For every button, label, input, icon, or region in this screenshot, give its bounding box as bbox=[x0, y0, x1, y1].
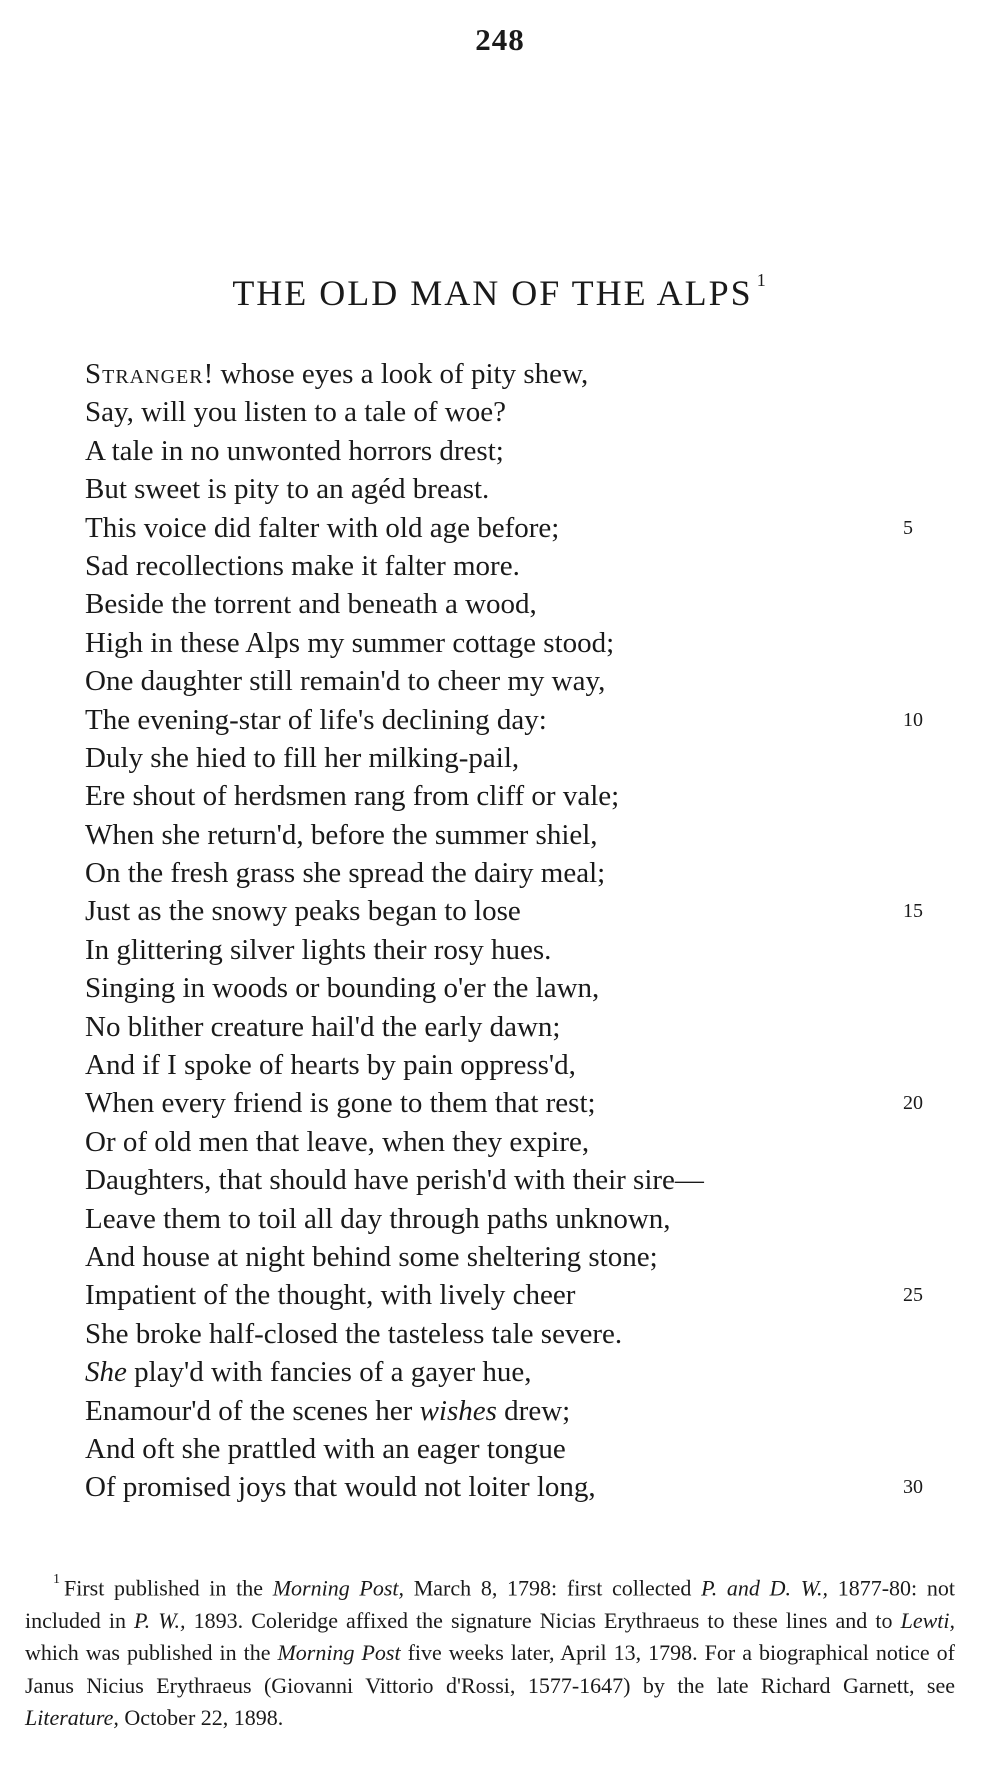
poem-line-text: High in these Alps my summer cottage stood; bbox=[85, 626, 615, 659]
line-number: 10 bbox=[903, 708, 923, 731]
title-footnote-marker: 1 bbox=[756, 270, 768, 290]
poem-line bbox=[85, 701, 945, 739]
footnote-marker: 1 bbox=[53, 1572, 60, 1587]
poem-line bbox=[85, 355, 945, 393]
poem-line-text: A tale in no unwonted horrors drest; bbox=[85, 434, 504, 467]
poem-line-text: This voice did falter with old age before; bbox=[85, 511, 560, 544]
line-number: 30 bbox=[903, 1476, 923, 1499]
poem-line bbox=[85, 1008, 945, 1046]
poem-line-text: Just as the snowy peaks began to lose bbox=[85, 895, 521, 928]
poem-line-text: Or of old men that leave, when they expire, bbox=[85, 1125, 590, 1158]
poem-line bbox=[85, 662, 945, 700]
poem-line-text: Stranger! whose eyes a look of pity shew, bbox=[85, 358, 589, 390]
poem-line-text: In glittering silver lights their rosy hues. bbox=[85, 933, 552, 966]
line-number: 15 bbox=[903, 900, 923, 923]
poem-line bbox=[85, 624, 945, 662]
poem-title-text: THE OLD MAN OF THE ALPS bbox=[232, 273, 753, 313]
poem-line-text: No blither creature hail'd the early dawn; bbox=[85, 1010, 561, 1043]
line-number: 25 bbox=[903, 1284, 923, 1307]
poem-line-text: On the fresh grass she spread the dairy meal; bbox=[85, 857, 606, 890]
poem-line bbox=[85, 585, 945, 623]
poem-line bbox=[85, 432, 945, 470]
poem-line bbox=[85, 393, 945, 431]
poem-line-text: And if I spoke of hearts by pain oppress'd, bbox=[85, 1049, 576, 1082]
poem-line-text: When every friend is gone to them that rest; bbox=[85, 1087, 596, 1120]
poem-line-text: Leave them to toil all day through paths unknown, bbox=[85, 1202, 671, 1235]
poem-line-text: But sweet is pity to an agéd breast. bbox=[85, 473, 490, 506]
poem-line-text: Say, will you listen to a tale of woe? bbox=[85, 396, 506, 429]
footnote-italic: Morning Post, bbox=[272, 1575, 405, 1601]
poem-line-text: The evening-star of life's declining day: bbox=[85, 703, 547, 736]
poem-line bbox=[85, 739, 945, 777]
footnote-italic: Literature, bbox=[25, 1705, 119, 1731]
poem-line-text: Singing in woods or bounding o'er the lawn, bbox=[85, 972, 600, 1005]
poem-line bbox=[85, 547, 945, 585]
line-number: 20 bbox=[903, 1092, 923, 1115]
poem-line-text: Ere shout of herdsmen rang from cliff or vale; bbox=[85, 780, 620, 813]
drop-word: Stranger bbox=[85, 358, 204, 390]
poem-line bbox=[85, 777, 945, 815]
poem-line-text: When she return'd, before the summer shiel, bbox=[85, 818, 598, 851]
poem-line bbox=[85, 1353, 945, 1391]
poem-line-text: And house at night behind some sheltering stone; bbox=[85, 1240, 658, 1273]
italic-word: wishes bbox=[419, 1394, 497, 1427]
footnotes bbox=[25, 1568, 955, 1735]
poem-line-text: Duly she hied to fill her milking-pail, bbox=[85, 741, 520, 774]
poem-line bbox=[85, 470, 945, 508]
italic-word: She bbox=[85, 1356, 127, 1389]
poem-line-text: Of promised joys that would not loiter long, bbox=[85, 1471, 596, 1504]
poem-line-text: She play'd with fancies of a gayer hue, bbox=[85, 1356, 532, 1389]
poem-line bbox=[85, 509, 945, 547]
footnote-italic: Morning Post bbox=[277, 1640, 401, 1666]
poem-line bbox=[85, 1238, 945, 1276]
poem-line bbox=[85, 1315, 945, 1353]
poem-line bbox=[85, 1123, 945, 1161]
poem-line-text: Impatient of the thought, with lively cheer bbox=[85, 1279, 576, 1312]
poem-line bbox=[85, 854, 945, 892]
poem-line bbox=[85, 1200, 945, 1238]
poem-line bbox=[85, 1161, 945, 1199]
poem-line bbox=[85, 1392, 945, 1430]
footnote-italic: Lewti, bbox=[900, 1607, 955, 1633]
footnote-italic: P. W., bbox=[134, 1607, 186, 1633]
line-number: 5 bbox=[903, 516, 913, 539]
poem-line-text: Enamour'd of the scenes her wishes drew; bbox=[85, 1394, 571, 1427]
poem-line bbox=[85, 931, 945, 969]
poem-line-text: And oft she prattled with an eager tongue bbox=[85, 1432, 566, 1465]
poem-line bbox=[85, 892, 945, 930]
poem-line-text: Beside the torrent and beneath a wood, bbox=[85, 588, 537, 621]
poem-body bbox=[85, 355, 945, 1507]
footnote-italic: P. and D. W., bbox=[701, 1575, 829, 1601]
poem-line bbox=[85, 1468, 945, 1506]
poem-line-text: Sad recollections make it falter more. bbox=[85, 549, 520, 582]
poem-line-text: Daughters, that should have perish'd with their sire— bbox=[85, 1164, 704, 1197]
poem-line bbox=[85, 1084, 945, 1122]
poem-line bbox=[85, 816, 945, 854]
poem-line bbox=[85, 969, 945, 1007]
poem-line bbox=[85, 1430, 945, 1468]
poem-line-text: One daughter still remain'd to cheer my way, bbox=[85, 665, 606, 698]
footnote-1: $^1$ First published in the Morning Post, March 8, 1798: first collected P. and D. W., 1877-80: not included in P. W., 1893. Coleridge affixed the signature Nicias Erythraeus to these lines and to Lewti, which was published in the Morning Post five weeks later, April 13, 1798. For a biographical notice of Janus Nicius Erythraeus (Giovanni Vittorio d'Rossi, 1577-1647) by the late Richard Garnett, see Literature, October 22, 1898. bbox=[25, 1572, 955, 1731]
poem-line bbox=[85, 1276, 945, 1314]
page-number: 248 bbox=[475, 22, 525, 57]
poem-title bbox=[0, 272, 1000, 314]
poem-line-text: She broke half-closed the tasteless tale severe. bbox=[85, 1317, 623, 1350]
poem-line bbox=[85, 1046, 945, 1084]
